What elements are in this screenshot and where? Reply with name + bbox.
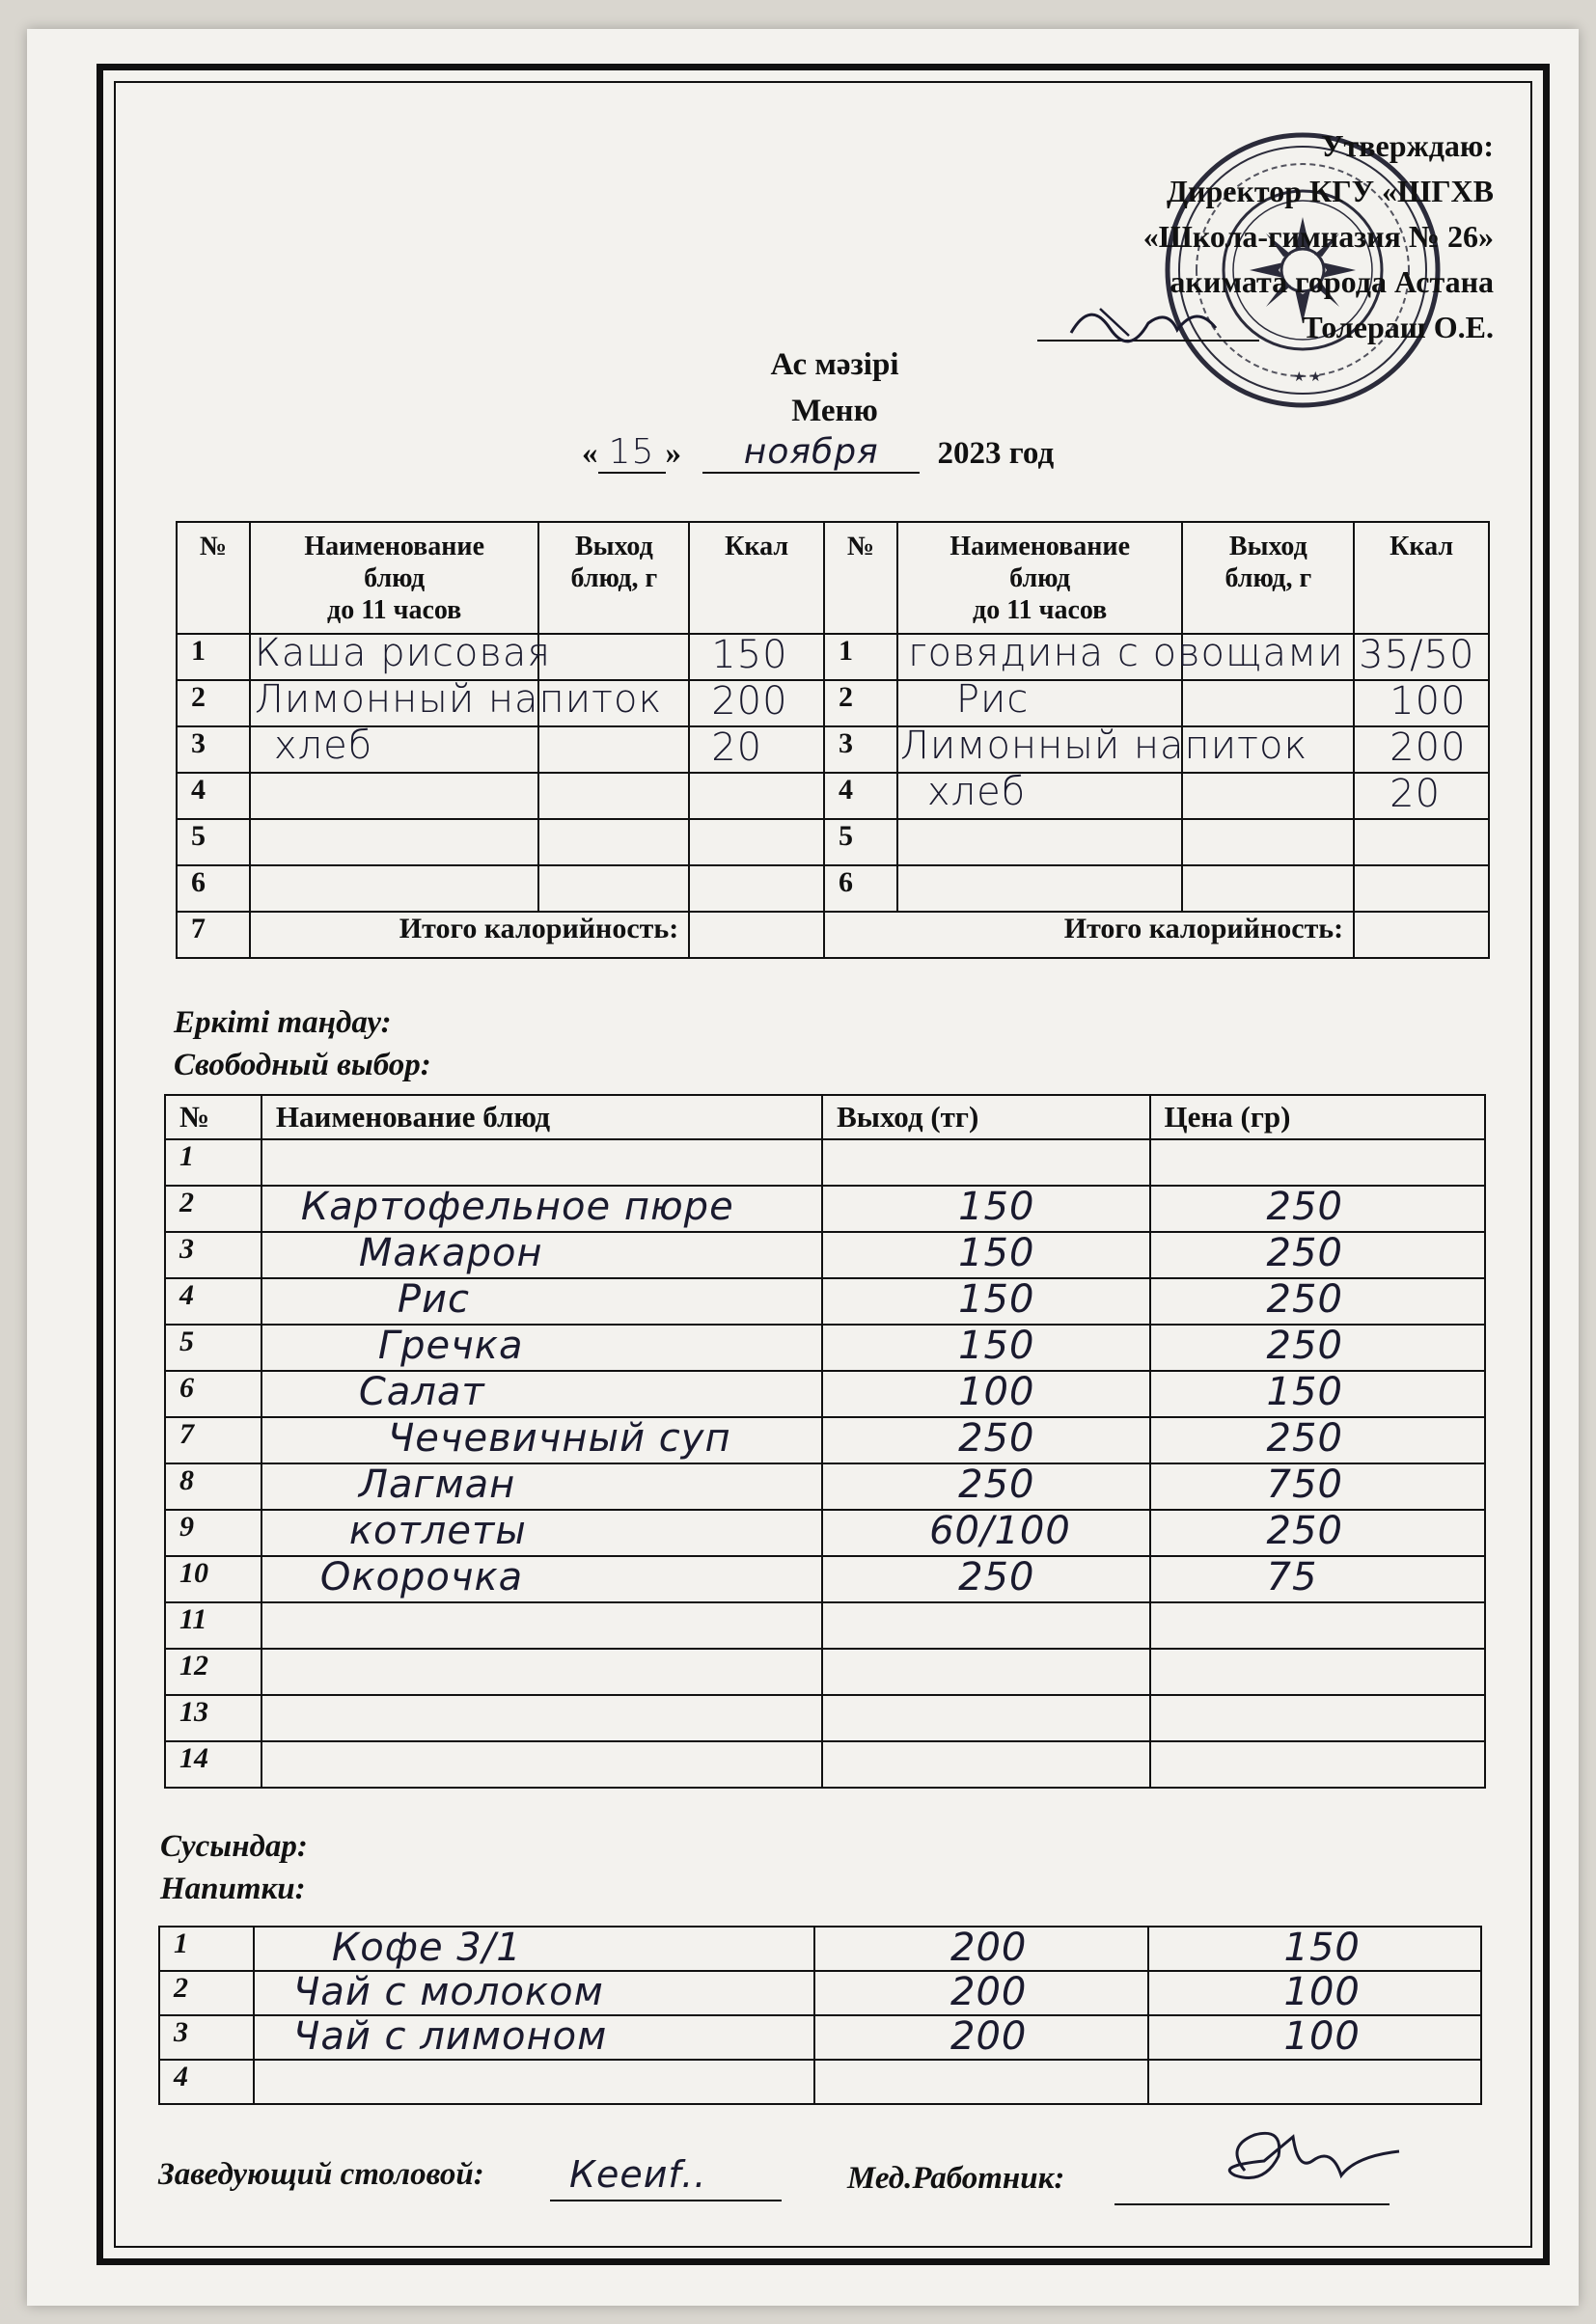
fc-row-price — [1150, 1278, 1485, 1325]
fc-row-out — [822, 1139, 1149, 1186]
title-date — [582, 432, 1054, 474]
dish-name-left: Каша рисовая — [254, 631, 552, 675]
drink-row-name — [254, 1971, 814, 2015]
header-name-l3: до 11 часов — [973, 595, 1108, 625]
fc-row-name — [261, 1602, 822, 1649]
dish-name-right: Лимонный напиток — [899, 724, 1308, 768]
date-open-quote: « — [582, 436, 598, 471]
fc-out-value: 150 — [958, 1324, 1035, 1368]
fc-dish-name: котлеты — [348, 1509, 527, 1553]
fc-row-price — [1150, 1602, 1485, 1649]
fc-row-out — [822, 1371, 1149, 1417]
dish-name-right: говядина с овощами — [907, 631, 1344, 675]
header-num-right: № — [824, 522, 897, 634]
fc-price-value: 150 — [1266, 1370, 1343, 1414]
director-signature — [1061, 289, 1254, 347]
fc-out-value: 150 — [958, 1185, 1035, 1229]
drink-row-name — [254, 2060, 814, 2104]
fc-row-out — [822, 1695, 1149, 1741]
header-kcal-right: Ккал — [1354, 522, 1489, 634]
title-ru: Меню — [791, 394, 878, 428]
kcal-left: 20 — [711, 725, 763, 770]
menu-row — [177, 680, 1489, 726]
approval-line-3: «Школа-гимназия № 26» — [1142, 219, 1494, 254]
free-choice-table — [164, 1094, 1486, 1789]
menu-row-num-right: 3 — [824, 726, 897, 773]
drink-row-name — [254, 2015, 814, 2060]
fc-row-price — [1150, 1186, 1485, 1232]
free-choice-row — [165, 1741, 1485, 1788]
drink-out-value: 200 — [950, 2014, 1028, 2059]
fc-row-num: 6 — [165, 1371, 261, 1417]
drink-out-value: 200 — [950, 1926, 1028, 1970]
drink-row-num: 3 — [159, 2015, 254, 2060]
fc-price-value: 250 — [1266, 1416, 1343, 1461]
fc-row-name — [261, 1510, 822, 1556]
fc-row-out — [822, 1325, 1149, 1371]
menu-row-out-left — [538, 726, 689, 773]
drink-row — [159, 1927, 1481, 1971]
fc-row-out — [822, 1186, 1149, 1232]
menu-row-kcal-left — [689, 680, 824, 726]
menu-row-num-right: 6 — [824, 865, 897, 912]
menu-row — [177, 865, 1489, 912]
header-out-l2: блюд, г — [570, 563, 658, 593]
fc-header-price: Цена (гр) — [1150, 1095, 1485, 1139]
total-label-right: Итого калорийность: — [824, 912, 1354, 958]
fc-row-out — [822, 1278, 1149, 1325]
drink-row-name — [254, 1927, 814, 1971]
menu-row-out-right — [1182, 680, 1354, 726]
med-signature — [1187, 2118, 1418, 2204]
menu-row-name-right — [897, 724, 1308, 773]
fc-row-out — [822, 1556, 1149, 1602]
fc-row-num: 7 — [165, 1417, 261, 1463]
fc-row-price — [1150, 1741, 1485, 1788]
fc-row-name — [261, 1417, 822, 1463]
menu-row-name-left — [250, 726, 539, 773]
fc-row-num: 10 — [165, 1556, 261, 1602]
menu-row-name-left — [250, 773, 539, 819]
fc-row-price — [1150, 1695, 1485, 1741]
menu-row-name-right — [897, 631, 1344, 680]
kcal-right: 200 — [1390, 725, 1467, 770]
header-out-l1: Выход — [574, 532, 653, 561]
fc-row-price — [1150, 1417, 1485, 1463]
free-choice-row — [165, 1649, 1485, 1695]
canteen-signature-line — [550, 2200, 782, 2201]
kcal-left: 200 — [711, 679, 788, 724]
free-choice-row — [165, 1556, 1485, 1602]
drinks-label-kz: Сусындар: — [160, 1829, 308, 1864]
free-choice-label-kz: Еркіті таңдау: — [174, 1005, 392, 1040]
drink-row-price — [1148, 1971, 1482, 2015]
fc-out-value: 250 — [958, 1555, 1035, 1599]
fc-header-num: № — [165, 1095, 261, 1139]
fc-row-name — [261, 1463, 822, 1510]
menu-row — [177, 634, 1489, 680]
free-choice-row — [165, 1278, 1485, 1325]
drink-name: Чай с молоком — [292, 1970, 604, 2014]
menu-row-num-left: 2 — [177, 680, 250, 726]
fc-row-num: 9 — [165, 1510, 261, 1556]
fc-out-value: 150 — [958, 1277, 1035, 1322]
menu-row-out-right — [1182, 865, 1354, 912]
menu-row-kcal-right — [1354, 819, 1489, 865]
menu-table-header — [177, 522, 1489, 634]
fc-row-num: 4 — [165, 1278, 261, 1325]
menu-row-kcal-left — [689, 634, 824, 680]
dish-name-left: хлеб — [273, 724, 373, 768]
header-out-l1: Выход — [1228, 532, 1307, 561]
header-kcal-left: Ккал — [689, 522, 824, 634]
menu-row-out-left — [538, 634, 689, 680]
menu-row-name-right — [897, 819, 1183, 865]
fc-row-name — [261, 1278, 822, 1325]
fc-row-name — [261, 1186, 822, 1232]
approval-line-5: Толераш О.Е. — [1302, 310, 1494, 344]
free-choice-row — [165, 1186, 1485, 1232]
fc-dish-name: Макарон — [358, 1231, 543, 1275]
fc-row-out — [822, 1510, 1149, 1556]
menu-row-kcal-right — [1354, 726, 1489, 773]
drink-name: Чай с лимоном — [292, 2014, 608, 2059]
dish-name-right: хлеб — [926, 770, 1027, 814]
fc-row-out — [822, 1417, 1149, 1463]
drinks-label-ru: Напитки: — [160, 1872, 306, 1906]
free-choice-row — [165, 1371, 1485, 1417]
fc-dish-name: Картофельное пюре — [300, 1185, 734, 1229]
fc-price-value: 750 — [1266, 1463, 1343, 1507]
free-choice-row — [165, 1232, 1485, 1278]
free-choice-row — [165, 1417, 1485, 1463]
fc-row-price — [1150, 1371, 1485, 1417]
fc-out-value: 60/100 — [929, 1509, 1071, 1553]
header-out-l2: блюд, г — [1225, 563, 1312, 593]
fc-price-value: 75 — [1266, 1555, 1318, 1599]
menu-row-num-right: 1 — [824, 634, 897, 680]
total-value-right — [1354, 912, 1489, 958]
fc-row-name — [261, 1371, 822, 1417]
total-num: 7 — [177, 912, 250, 958]
menu-row-name-left — [250, 631, 552, 680]
fc-out-value: 150 — [958, 1231, 1035, 1275]
fc-dish-name: Лагман — [358, 1463, 516, 1507]
fc-price-value: 250 — [1266, 1277, 1343, 1322]
menu-row-out-left — [538, 773, 689, 819]
menu-row-num-left: 6 — [177, 865, 250, 912]
total-value-left — [689, 912, 824, 958]
fc-row-name — [261, 1695, 822, 1741]
fc-dish-name: Салат — [358, 1370, 485, 1414]
dish-name-right: Рис — [955, 677, 1030, 722]
free-choice-row — [165, 1695, 1485, 1741]
date-year: 2023 год — [937, 436, 1055, 471]
menu-row-name-left — [250, 865, 539, 912]
drink-row — [159, 1971, 1481, 2015]
menu-row-name-right — [897, 865, 1183, 912]
fc-price-value: 250 — [1266, 1324, 1343, 1368]
menu-row-kcal-left — [689, 726, 824, 773]
header-name-l2: блюд — [364, 563, 426, 593]
fc-row-num: 2 — [165, 1186, 261, 1232]
date-month: ноября — [702, 432, 920, 474]
header-name-l1: Наименование — [949, 532, 1130, 561]
kcal-right: 20 — [1390, 772, 1442, 816]
menu-row-kcal-left — [689, 773, 824, 819]
header-name-l3: до 11 часов — [327, 595, 462, 625]
menu-row-num-right: 2 — [824, 680, 897, 726]
menu-row-out-left — [538, 865, 689, 912]
drink-out-value: 200 — [950, 1970, 1028, 2014]
drink-row-num: 4 — [159, 2060, 254, 2104]
menu-row-kcal-right — [1354, 680, 1489, 726]
drink-row-out — [814, 1927, 1147, 1971]
menu-row-num-left: 4 — [177, 773, 250, 819]
kcal-right: 35/50 — [1359, 633, 1475, 677]
total-label-left: Итого калорийность: — [250, 912, 689, 958]
canteen-head-label: Заведующий столовой: — [158, 2157, 484, 2192]
menu-row — [177, 726, 1489, 773]
fc-header-out: Выход (тг) — [822, 1095, 1149, 1139]
header-out-right — [1182, 522, 1354, 634]
fc-row-name — [261, 1232, 822, 1278]
kcal-left: 150 — [711, 633, 788, 677]
free-choice-row — [165, 1602, 1485, 1649]
menu-row-out-right — [1182, 819, 1354, 865]
drink-row-out — [814, 1971, 1147, 2015]
fc-dish-name: Рис — [397, 1277, 470, 1322]
fc-row-out — [822, 1649, 1149, 1695]
fc-price-value: 250 — [1266, 1231, 1343, 1275]
fc-row-name — [261, 1649, 822, 1695]
fc-price-value: 250 — [1266, 1185, 1343, 1229]
fc-row-num: 14 — [165, 1741, 261, 1788]
drink-row-out — [814, 2015, 1147, 2060]
menu-row-name-left — [250, 819, 539, 865]
approval-line-2: Директор КГУ «ШГХВ — [1167, 174, 1494, 208]
free-choice-row — [165, 1510, 1485, 1556]
fc-row-num: 8 — [165, 1463, 261, 1510]
approval-line-4: акимата города Астана — [1169, 264, 1494, 299]
drink-row — [159, 2060, 1481, 2104]
date-close-quote: » — [665, 436, 681, 471]
menu-row-num-left: 5 — [177, 819, 250, 865]
fc-row-price — [1150, 1232, 1485, 1278]
drink-row-price — [1148, 2060, 1482, 2104]
free-choice-header — [165, 1095, 1485, 1139]
menu-row — [177, 773, 1489, 819]
fc-row-out — [822, 1741, 1149, 1788]
menu-row — [177, 819, 1489, 865]
drink-row-num: 2 — [159, 1971, 254, 2015]
svg-text:★ ★: ★ ★ — [1293, 369, 1322, 385]
approval-line-1: Утверждаю: — [1321, 128, 1494, 163]
menu-row-num-left: 3 — [177, 726, 250, 773]
drink-price-value: 100 — [1283, 1970, 1361, 2014]
menu-row-kcal-right — [1354, 634, 1489, 680]
header-name-left — [250, 522, 539, 634]
fc-out-value: 100 — [958, 1370, 1035, 1414]
header-num-left: № — [177, 522, 250, 634]
drink-row-num: 1 — [159, 1927, 254, 1971]
header-name-l2: блюд — [1009, 563, 1071, 593]
fc-row-num: 5 — [165, 1325, 261, 1371]
menu-row-num-right: 4 — [824, 773, 897, 819]
fc-row-num: 13 — [165, 1695, 261, 1741]
fc-row-price — [1150, 1325, 1485, 1371]
dish-name-left: Лимонный напиток — [254, 677, 663, 722]
menu-row-kcal-left — [689, 819, 824, 865]
fc-row-name — [261, 1325, 822, 1371]
drink-row-out — [814, 2060, 1147, 2104]
fc-row-num: 11 — [165, 1602, 261, 1649]
menu-table — [176, 521, 1490, 959]
menu-row-num-right: 5 — [824, 819, 897, 865]
menu-row-num-left: 1 — [177, 634, 250, 680]
fc-dish-name: Окорочка — [319, 1555, 524, 1599]
fc-dish-name: Гречка — [377, 1324, 524, 1368]
date-day: 15 — [598, 432, 666, 474]
drink-row-price — [1148, 1927, 1482, 1971]
fc-row-price — [1150, 1463, 1485, 1510]
drink-name: Кофе 3/1 — [331, 1926, 522, 1970]
free-choice-row — [165, 1139, 1485, 1186]
menu-row-kcal-right — [1354, 773, 1489, 819]
menu-row-kcal-right — [1354, 865, 1489, 912]
menu-row-out-left — [538, 819, 689, 865]
fc-row-price — [1150, 1649, 1485, 1695]
drink-price-value: 150 — [1283, 1926, 1361, 1970]
drinks-table — [158, 1926, 1482, 2105]
fc-row-price — [1150, 1510, 1485, 1556]
fc-row-num: 3 — [165, 1232, 261, 1278]
drink-row-price — [1148, 2015, 1482, 2060]
free-choice-row — [165, 1325, 1485, 1371]
fc-row-num: 12 — [165, 1649, 261, 1695]
free-choice-row — [165, 1463, 1485, 1510]
fc-price-value: 250 — [1266, 1509, 1343, 1553]
fc-out-value: 250 — [958, 1463, 1035, 1507]
menu-row-name-left — [250, 677, 663, 726]
fc-row-out — [822, 1463, 1149, 1510]
canteen-signature: Кееиf.. — [569, 2153, 707, 2196]
menu-total-row — [177, 912, 1489, 958]
menu-row-kcal-left — [689, 865, 824, 912]
drink-price-value: 100 — [1283, 2014, 1361, 2059]
fc-row-name — [261, 1139, 822, 1186]
header-name-l1: Наименование — [304, 532, 484, 561]
fc-row-out — [822, 1602, 1149, 1649]
med-worker-label: Мед.Работник: — [847, 2161, 1065, 2196]
kcal-right: 100 — [1390, 679, 1467, 724]
fc-row-name — [261, 1741, 822, 1788]
fc-row-num: 1 — [165, 1139, 261, 1186]
fc-row-out — [822, 1232, 1149, 1278]
menu-row-name-right — [897, 677, 1183, 726]
drink-row — [159, 2015, 1481, 2060]
free-choice-label-ru: Свободный выбор: — [174, 1048, 431, 1082]
menu-row-out-right — [1182, 773, 1354, 819]
fc-header-name: Наименование блюд — [261, 1095, 822, 1139]
header-out-left — [538, 522, 689, 634]
fc-row-price — [1150, 1139, 1485, 1186]
fc-row-price — [1150, 1556, 1485, 1602]
menu-row-name-right — [897, 770, 1183, 819]
fc-row-name — [261, 1556, 822, 1602]
header-name-right — [897, 522, 1183, 634]
fc-out-value: 250 — [958, 1416, 1035, 1461]
title-kz: Ас мәзірі — [770, 347, 899, 382]
fc-dish-name: Чечевичный суп — [387, 1416, 731, 1461]
